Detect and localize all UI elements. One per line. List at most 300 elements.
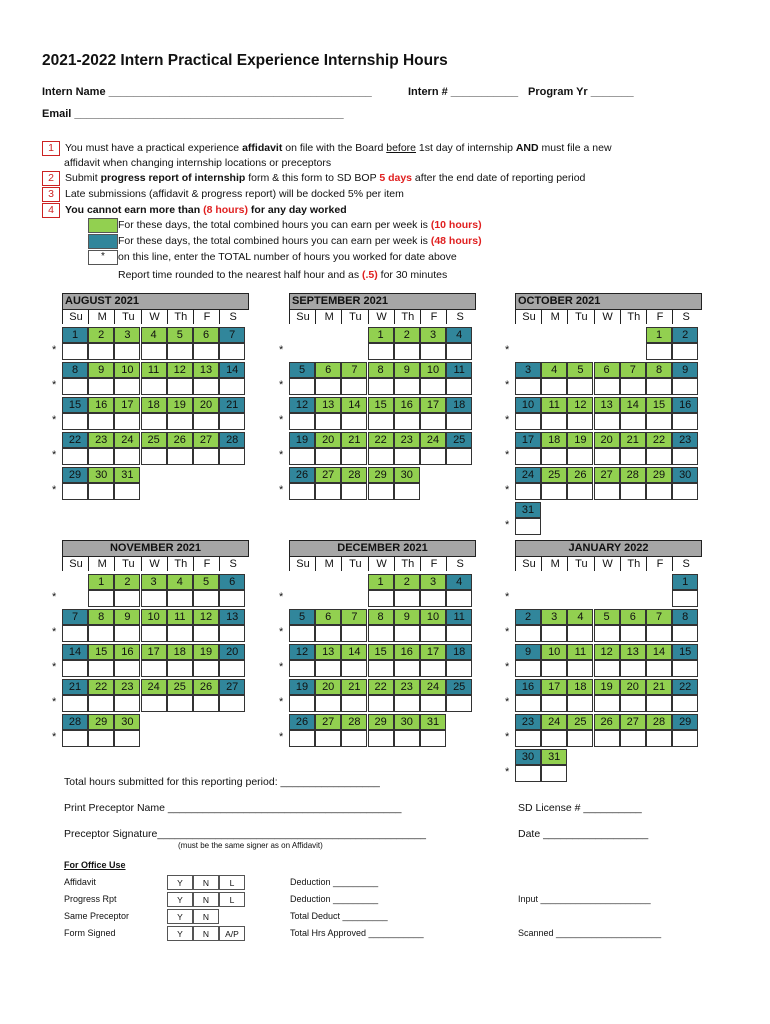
hours-input[interactable] bbox=[394, 448, 420, 465]
hours-input[interactable] bbox=[193, 695, 219, 712]
print-preceptor-field[interactable]: Print Preceptor Name ________________________________________ bbox=[64, 802, 402, 814]
hours-input[interactable] bbox=[62, 730, 88, 747]
day-cell: 14 bbox=[62, 644, 88, 660]
day-cell: 15 bbox=[368, 397, 394, 413]
day-cell: 3 bbox=[541, 609, 567, 625]
hours-input[interactable] bbox=[420, 343, 446, 360]
day-cell: 2 bbox=[515, 609, 541, 625]
day-cell: 3 bbox=[114, 327, 140, 343]
hours-input[interactable] bbox=[88, 413, 114, 430]
hours-input[interactable] bbox=[219, 448, 245, 465]
month-name: DECEMBER 2021 bbox=[337, 542, 428, 554]
preceptor-signature-field[interactable]: Preceptor Signature______________________________________________ bbox=[64, 828, 427, 840]
total-hours-field[interactable]: Total hours submitted for this reporting period: _________________ bbox=[64, 776, 380, 788]
hours-input[interactable] bbox=[368, 625, 394, 642]
hours-input[interactable] bbox=[594, 625, 620, 642]
hours-input[interactable] bbox=[672, 730, 698, 747]
day-cell: 12 bbox=[567, 397, 593, 413]
hours-input[interactable] bbox=[167, 590, 193, 607]
hours-input[interactable] bbox=[167, 448, 193, 465]
hours-input[interactable] bbox=[646, 483, 672, 500]
hours-input[interactable] bbox=[88, 590, 114, 607]
hours-input[interactable] bbox=[420, 660, 446, 677]
day-cell: 25 bbox=[167, 679, 193, 695]
day-cell: 27 bbox=[315, 714, 341, 730]
hours-input[interactable] bbox=[114, 695, 140, 712]
hours-input[interactable] bbox=[167, 378, 193, 395]
rule-text: after the end date of reporting period bbox=[412, 172, 586, 184]
day-cell: 1 bbox=[88, 574, 114, 590]
hours-input[interactable] bbox=[368, 730, 394, 747]
hours-input[interactable] bbox=[515, 378, 541, 395]
day-cell: 3 bbox=[515, 362, 541, 378]
hours-input[interactable] bbox=[672, 378, 698, 395]
day-cell: 1 bbox=[368, 574, 394, 590]
legend-teal-text-text: For these days, the total combined hours you can earn per week is bbox=[118, 235, 431, 247]
hours-input[interactable] bbox=[341, 730, 367, 747]
day-cell: 25 bbox=[141, 432, 167, 448]
hours-input[interactable] bbox=[394, 413, 420, 430]
hours-input[interactable] bbox=[620, 378, 646, 395]
hours-input[interactable] bbox=[394, 625, 420, 642]
hours-input[interactable] bbox=[193, 448, 219, 465]
hours-input[interactable] bbox=[62, 483, 88, 500]
day-cell: 2 bbox=[672, 327, 698, 343]
hours-input[interactable] bbox=[515, 730, 541, 747]
hours-input[interactable] bbox=[646, 378, 672, 395]
hours-input[interactable] bbox=[88, 378, 114, 395]
day-cell: 28 bbox=[62, 714, 88, 730]
day-cell: 10 bbox=[420, 362, 446, 378]
hours-input[interactable] bbox=[620, 660, 646, 677]
day-cell: 2 bbox=[88, 327, 114, 343]
hours-input[interactable] bbox=[114, 730, 140, 747]
hours-input[interactable] bbox=[672, 413, 698, 430]
hours-input[interactable] bbox=[141, 378, 167, 395]
day-cell: 28 bbox=[341, 467, 367, 483]
hours-input[interactable] bbox=[368, 483, 394, 500]
hours-input[interactable] bbox=[167, 413, 193, 430]
day-cell: 24 bbox=[141, 679, 167, 695]
hours-input[interactable] bbox=[567, 695, 593, 712]
hours-input[interactable] bbox=[567, 660, 593, 677]
hours-input[interactable] bbox=[420, 378, 446, 395]
legend-teal-text-text: (48 hours) bbox=[430, 235, 482, 247]
day-cell: 13 bbox=[315, 397, 341, 413]
hours-input[interactable] bbox=[219, 695, 245, 712]
rule-continuation: affidavit when changing internship locations or preceptors bbox=[64, 157, 332, 169]
hours-input[interactable] bbox=[141, 695, 167, 712]
hours-input[interactable] bbox=[219, 343, 245, 360]
hours-input[interactable] bbox=[515, 413, 541, 430]
day-cell: 12 bbox=[167, 362, 193, 378]
hours-input[interactable] bbox=[672, 625, 698, 642]
hours-input[interactable] bbox=[289, 730, 315, 747]
hours-input[interactable] bbox=[567, 448, 593, 465]
hours-input[interactable] bbox=[672, 590, 698, 607]
hours-input[interactable] bbox=[315, 448, 341, 465]
office-option-box[interactable]: A/P bbox=[219, 926, 245, 941]
hours-input[interactable] bbox=[289, 413, 315, 430]
intern-number-field[interactable]: Intern # ___________ bbox=[408, 86, 519, 98]
hours-input[interactable] bbox=[541, 765, 567, 782]
hours-input[interactable] bbox=[62, 378, 88, 395]
office-option-box[interactable]: N bbox=[193, 892, 219, 907]
hours-input[interactable] bbox=[515, 695, 541, 712]
week-total-marker: * bbox=[279, 414, 284, 426]
month-title bbox=[62, 540, 249, 557]
day-cell: 14 bbox=[341, 644, 367, 660]
hours-input[interactable] bbox=[420, 730, 446, 747]
day-cell: 11 bbox=[141, 362, 167, 378]
weekday-s: S bbox=[446, 557, 473, 571]
hours-input[interactable] bbox=[315, 695, 341, 712]
office-row-right-field[interactable]: Scanned _____________________ bbox=[518, 928, 662, 938]
hours-input[interactable] bbox=[446, 695, 472, 712]
hours-input[interactable] bbox=[289, 378, 315, 395]
hours-input[interactable] bbox=[567, 625, 593, 642]
office-option-box[interactable]: N bbox=[193, 926, 219, 941]
hours-input[interactable] bbox=[167, 695, 193, 712]
hours-input[interactable] bbox=[193, 343, 219, 360]
office-row-field[interactable]: Total Hrs Approved ___________ bbox=[290, 928, 424, 938]
weekday-w: W bbox=[141, 557, 168, 571]
hours-input[interactable] bbox=[646, 695, 672, 712]
weekday-w: W bbox=[368, 310, 395, 324]
day-cell: 17 bbox=[420, 397, 446, 413]
weekday-tu: Tu bbox=[567, 310, 594, 324]
weekday-m: M bbox=[315, 310, 342, 324]
hours-input[interactable] bbox=[541, 695, 567, 712]
hours-input[interactable] bbox=[446, 378, 472, 395]
hours-input[interactable] bbox=[88, 660, 114, 677]
day-cell: 31 bbox=[114, 467, 140, 483]
hours-input[interactable] bbox=[219, 625, 245, 642]
hours-input[interactable] bbox=[672, 448, 698, 465]
hours-input[interactable] bbox=[88, 483, 114, 500]
hours-input[interactable] bbox=[368, 413, 394, 430]
program-year-field[interactable]: Program Yr _______ bbox=[528, 86, 634, 98]
day-cell: 31 bbox=[515, 502, 541, 518]
day-cell: 31 bbox=[420, 714, 446, 730]
hours-input[interactable] bbox=[420, 413, 446, 430]
hours-input[interactable] bbox=[594, 378, 620, 395]
hours-input[interactable] bbox=[567, 483, 593, 500]
hours-input[interactable] bbox=[420, 695, 446, 712]
day-cell: 1 bbox=[368, 327, 394, 343]
day-cell: 5 bbox=[193, 574, 219, 590]
day-cell: 17 bbox=[541, 679, 567, 695]
week-total-marker: * bbox=[279, 696, 284, 708]
hours-input[interactable] bbox=[368, 378, 394, 395]
hours-input[interactable] bbox=[446, 343, 472, 360]
hours-input[interactable] bbox=[114, 343, 140, 360]
office-option-box[interactable]: L bbox=[219, 892, 245, 907]
hours-input[interactable] bbox=[394, 695, 420, 712]
hours-input[interactable] bbox=[515, 518, 541, 535]
hours-input[interactable] bbox=[289, 448, 315, 465]
day-cell: 5 bbox=[289, 609, 315, 625]
hours-input[interactable] bbox=[219, 660, 245, 677]
signature-note: (must be the same signer as on Affidavit) bbox=[178, 841, 323, 850]
hours-input[interactable] bbox=[541, 413, 567, 430]
week-total-marker: * bbox=[52, 731, 57, 743]
hours-input[interactable] bbox=[446, 448, 472, 465]
hours-input[interactable] bbox=[114, 590, 140, 607]
hours-input[interactable] bbox=[646, 448, 672, 465]
intern-name-field[interactable]: Intern Name ___________________________________________ bbox=[42, 86, 372, 98]
week-total-marker: * bbox=[279, 591, 284, 603]
hours-input[interactable] bbox=[368, 448, 394, 465]
hours-input[interactable] bbox=[394, 483, 420, 500]
hours-input[interactable] bbox=[315, 660, 341, 677]
office-row-field[interactable]: Deduction _________ bbox=[290, 877, 379, 887]
hours-input[interactable] bbox=[88, 625, 114, 642]
day-cell: 8 bbox=[646, 362, 672, 378]
day-cell: 21 bbox=[646, 679, 672, 695]
office-option-box[interactable]: Y bbox=[167, 875, 193, 890]
hours-input[interactable] bbox=[219, 590, 245, 607]
day-cell: 23 bbox=[394, 679, 420, 695]
hours-input[interactable] bbox=[193, 378, 219, 395]
hours-input[interactable] bbox=[620, 448, 646, 465]
hours-input[interactable] bbox=[620, 695, 646, 712]
hours-input[interactable] bbox=[88, 730, 114, 747]
hours-input[interactable] bbox=[620, 483, 646, 500]
hours-input[interactable] bbox=[62, 448, 88, 465]
week-total-marker: * bbox=[279, 626, 284, 638]
month-title bbox=[289, 540, 476, 557]
office-row-field[interactable]: Deduction _________ bbox=[290, 894, 379, 904]
weekday-f: F bbox=[193, 557, 220, 571]
weekday-s: S bbox=[219, 557, 246, 571]
weekday-th: Th bbox=[167, 310, 194, 324]
hours-input[interactable] bbox=[88, 448, 114, 465]
weekday-m: M bbox=[88, 310, 115, 324]
hours-input[interactable] bbox=[515, 625, 541, 642]
legend-rounding-text-text: for 30 minutes bbox=[377, 269, 448, 281]
hours-input[interactable] bbox=[114, 625, 140, 642]
day-cell: 3 bbox=[420, 574, 446, 590]
weekday-th: Th bbox=[167, 557, 194, 571]
hours-input[interactable] bbox=[594, 413, 620, 430]
hours-input[interactable] bbox=[646, 343, 672, 360]
hours-input[interactable] bbox=[114, 483, 140, 500]
hours-input[interactable] bbox=[368, 343, 394, 360]
hours-input[interactable] bbox=[594, 695, 620, 712]
day-cell: 25 bbox=[541, 467, 567, 483]
hours-input[interactable] bbox=[88, 695, 114, 712]
hours-input[interactable] bbox=[315, 625, 341, 642]
rule-text: on file with the Board bbox=[282, 142, 387, 154]
hours-input[interactable] bbox=[368, 660, 394, 677]
hours-input[interactable] bbox=[420, 448, 446, 465]
day-cell: 4 bbox=[141, 327, 167, 343]
hours-input[interactable] bbox=[141, 590, 167, 607]
hours-input[interactable] bbox=[167, 343, 193, 360]
hours-input[interactable] bbox=[141, 660, 167, 677]
hours-input[interactable] bbox=[646, 730, 672, 747]
hours-input[interactable] bbox=[341, 378, 367, 395]
office-option-box[interactable]: Y bbox=[167, 892, 193, 907]
day-cell: 5 bbox=[567, 362, 593, 378]
office-row-right-field[interactable]: Input ______________________ bbox=[518, 894, 651, 904]
date-field[interactable]: Date __________________ bbox=[518, 828, 649, 840]
hours-input[interactable] bbox=[114, 448, 140, 465]
hours-input[interactable] bbox=[646, 660, 672, 677]
hours-input[interactable] bbox=[62, 625, 88, 642]
week-total-marker: * bbox=[505, 379, 510, 391]
office-option-box[interactable]: N bbox=[193, 875, 219, 890]
day-cell: 9 bbox=[394, 609, 420, 625]
office-option-box[interactable]: N bbox=[193, 909, 219, 924]
hours-input[interactable] bbox=[672, 660, 698, 677]
day-cell: 21 bbox=[341, 679, 367, 695]
week-total-marker: * bbox=[52, 591, 57, 603]
day-cell: 6 bbox=[219, 574, 245, 590]
office-use-heading: For Office Use bbox=[64, 860, 126, 870]
rule-1 bbox=[42, 141, 612, 156]
hours-input[interactable] bbox=[394, 343, 420, 360]
hours-input[interactable] bbox=[341, 660, 367, 677]
hours-input[interactable] bbox=[315, 378, 341, 395]
hours-input[interactable] bbox=[341, 625, 367, 642]
hours-input[interactable] bbox=[672, 483, 698, 500]
weekday-tu: Tu bbox=[341, 557, 368, 571]
day-cell: 12 bbox=[193, 609, 219, 625]
hours-input[interactable] bbox=[193, 413, 219, 430]
hours-input[interactable] bbox=[446, 625, 472, 642]
rule-text: (8 hours) bbox=[203, 204, 248, 216]
week-total-marker: * bbox=[505, 731, 510, 743]
hours-input[interactable] bbox=[167, 625, 193, 642]
hours-input[interactable] bbox=[567, 378, 593, 395]
day-cell: 17 bbox=[515, 432, 541, 448]
hours-input[interactable] bbox=[541, 378, 567, 395]
hours-input[interactable] bbox=[62, 343, 88, 360]
hours-input[interactable] bbox=[62, 660, 88, 677]
hours-input[interactable] bbox=[672, 695, 698, 712]
hours-input[interactable] bbox=[646, 413, 672, 430]
month-name: JANUARY 2022 bbox=[568, 542, 649, 554]
hours-input[interactable] bbox=[167, 660, 193, 677]
week-total-marker: * bbox=[279, 344, 284, 356]
hours-input[interactable] bbox=[289, 625, 315, 642]
hours-input[interactable] bbox=[515, 660, 541, 677]
hours-input[interactable] bbox=[420, 625, 446, 642]
hours-input[interactable] bbox=[315, 730, 341, 747]
hours-input[interactable] bbox=[141, 413, 167, 430]
hours-input[interactable] bbox=[62, 413, 88, 430]
hours-input[interactable] bbox=[341, 483, 367, 500]
hours-input[interactable] bbox=[368, 695, 394, 712]
hours-input[interactable] bbox=[567, 730, 593, 747]
day-cell: 7 bbox=[341, 362, 367, 378]
office-option-box[interactable]: Y bbox=[167, 909, 193, 924]
hours-input[interactable] bbox=[114, 660, 140, 677]
hours-input[interactable] bbox=[541, 660, 567, 677]
hours-input[interactable] bbox=[114, 413, 140, 430]
hours-input[interactable] bbox=[446, 660, 472, 677]
office-row-field[interactable]: Total Deduct _________ bbox=[290, 911, 388, 921]
hours-input[interactable] bbox=[341, 413, 367, 430]
day-cell: 21 bbox=[341, 432, 367, 448]
hours-input[interactable] bbox=[394, 660, 420, 677]
hours-input[interactable] bbox=[114, 378, 140, 395]
hours-input[interactable] bbox=[289, 483, 315, 500]
hours-input[interactable] bbox=[315, 483, 341, 500]
hours-input[interactable] bbox=[394, 590, 420, 607]
hours-input[interactable] bbox=[541, 483, 567, 500]
hours-input[interactable] bbox=[193, 660, 219, 677]
hours-input[interactable] bbox=[219, 413, 245, 430]
hours-input[interactable] bbox=[594, 483, 620, 500]
office-option-box[interactable]: Y bbox=[167, 926, 193, 941]
hours-input[interactable] bbox=[541, 730, 567, 747]
hours-input[interactable] bbox=[141, 343, 167, 360]
hours-input[interactable] bbox=[515, 448, 541, 465]
hours-input[interactable] bbox=[289, 660, 315, 677]
hours-input[interactable] bbox=[672, 343, 698, 360]
hours-input[interactable] bbox=[594, 660, 620, 677]
hours-input[interactable] bbox=[594, 730, 620, 747]
hours-input[interactable] bbox=[420, 590, 446, 607]
hours-input[interactable] bbox=[368, 590, 394, 607]
hours-input[interactable] bbox=[594, 448, 620, 465]
hours-input[interactable] bbox=[62, 695, 88, 712]
hours-input[interactable] bbox=[541, 625, 567, 642]
week-total-marker: * bbox=[52, 414, 57, 426]
hours-input[interactable] bbox=[620, 413, 646, 430]
hours-input[interactable] bbox=[193, 625, 219, 642]
hours-input[interactable] bbox=[219, 378, 245, 395]
day-cell: 26 bbox=[289, 467, 315, 483]
day-cell: 22 bbox=[88, 679, 114, 695]
rule-text: You must have a practical experience bbox=[65, 142, 243, 154]
hours-input[interactable] bbox=[446, 413, 472, 430]
week-total-marker: * bbox=[505, 519, 510, 531]
sd-license-field[interactable]: SD License # __________ bbox=[518, 802, 642, 814]
hours-input[interactable] bbox=[515, 765, 541, 782]
day-cell: 26 bbox=[167, 432, 193, 448]
hours-input[interactable] bbox=[193, 590, 219, 607]
hours-input[interactable] bbox=[341, 695, 367, 712]
legend-green-swatch bbox=[88, 218, 118, 233]
day-cell: 10 bbox=[541, 644, 567, 660]
hours-input[interactable] bbox=[620, 730, 646, 747]
hours-input[interactable] bbox=[394, 378, 420, 395]
day-cell: 9 bbox=[672, 362, 698, 378]
day-cell: 23 bbox=[394, 432, 420, 448]
hours-input[interactable] bbox=[446, 590, 472, 607]
hours-input[interactable] bbox=[289, 695, 315, 712]
hours-input[interactable] bbox=[515, 483, 541, 500]
hours-input[interactable] bbox=[141, 625, 167, 642]
hours-input[interactable] bbox=[88, 343, 114, 360]
hours-input[interactable] bbox=[567, 413, 593, 430]
hours-input[interactable] bbox=[394, 730, 420, 747]
day-cell: 19 bbox=[167, 397, 193, 413]
email-field[interactable]: Email ____________________________________________ bbox=[42, 108, 344, 120]
hours-input[interactable] bbox=[141, 448, 167, 465]
hours-input[interactable] bbox=[341, 448, 367, 465]
hours-input[interactable] bbox=[646, 625, 672, 642]
hours-input[interactable] bbox=[315, 413, 341, 430]
office-option-box[interactable]: L bbox=[219, 875, 245, 890]
hours-input[interactable] bbox=[620, 625, 646, 642]
hours-input[interactable] bbox=[541, 448, 567, 465]
weekday-m: M bbox=[541, 310, 568, 324]
